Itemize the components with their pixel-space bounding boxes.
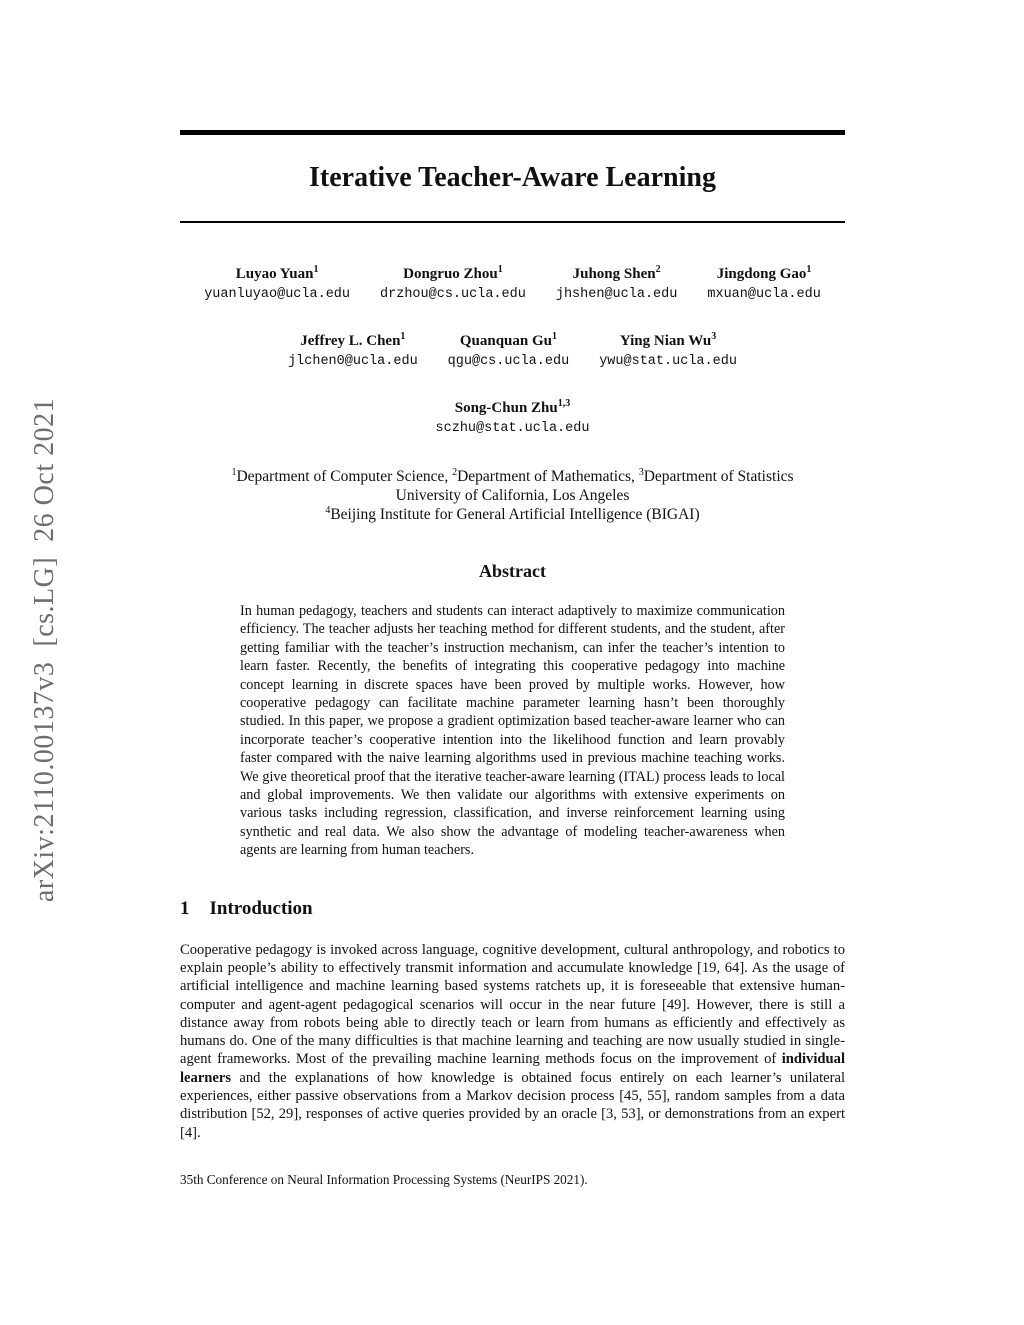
author-email: drzhou@cs.ucla.edu (380, 287, 526, 302)
affiliation-text: Department of Computer Science, (236, 468, 453, 485)
author-email: yuanluyao@ucla.edu (204, 287, 351, 302)
affiliation-superscript: 2 (452, 466, 458, 478)
introduction-text (180, 941, 845, 1142)
author-name: Luyao Yuan$^1$ (235, 264, 319, 282)
author-rows (180, 265, 845, 437)
author-block (204, 265, 350, 303)
affiliation-line-departments (180, 467, 845, 486)
author-block (380, 265, 526, 303)
body-text: and the explanations of how knowledge is obtained focus entirely on each learner’s unilateral experiences, either passive observations from a Markov decision process [45, 55], random samples from a data distribution [52, 29], responses of active queries provided by an oracle [3, 53], or demonstrations from an expert [4]. (180, 1069, 845, 1141)
title-rule-top (180, 130, 845, 135)
arxiv-watermark: arXiv:2110.00137v3 [cs.LG] 26 Oct 2021 (29, 397, 60, 903)
affiliation-line-bigai (180, 505, 845, 524)
abstract-heading: Abstract (479, 561, 546, 581)
affiliation-text: Department of Statistics (643, 468, 794, 485)
author-name: Song-Chun Zhu$^{1,3}$ (454, 398, 571, 416)
section-number: 1 (180, 897, 190, 919)
author-block (448, 332, 570, 370)
section-heading-introduction (180, 897, 845, 920)
author-name: Dongruo Zhou$^1$ (403, 264, 503, 282)
author-superscript: 3 (711, 331, 717, 342)
author-block (599, 332, 737, 370)
bold-text: individual learners (180, 1051, 845, 1086)
section-title: Introduction (209, 897, 313, 919)
title-rule-bottom (180, 221, 845, 223)
author-row (180, 399, 845, 437)
abstract-text: In human pedagogy, teachers and students can interact adaptively to maximize communication efficiency. The teacher adjusts her teaching method for different students, and the student, after getting familiar with the teacher’s instruction mechanism, can infer the teacher’s intention to learn faster. Recently, the benefits of integrating this cooperative pedagogy into machine concept learning in discrete spaces have been proved by multiple works. However, how cooperative pedagogy can facilitate machine parameter learning hasn’t been thoroughly studied. In this paper, we propose a gradient optimization based teacher-aware learner who can incorporate teacher’s cooperative intention into the likelihood function and learn provably faster compared with the naive learning algorithms used in previous machine teaching works. We give theoretical proof that the iterative teacher-aware learning (ITAL) process leads to local and global improvements. We then validate our algorithms with extensive experiments on various tasks including regression, classification, and inverse reinforcement learning using synthetic and real data. We also show the advantage of modeling teacher-awareness when agents are learning from human teachers. (240, 603, 785, 859)
author-superscript: 1 (313, 264, 319, 275)
author-superscript: 1 (400, 331, 406, 342)
author-name: Jingdong Gao$^1$ (716, 264, 812, 282)
body-text: Cooperative pedagogy is invoked across language, cognitive development, cultural anthropology, and robotics to explain people’s ability to effectively transmit information and accumulate knowledge [19, 64]. As the usage of artificial intelligence and machine learning based systems ratchets up, it is foreseeable that extensive human-computer and agent-agent pedagogical scenarios will occur in the near future [49]. However, there is still a distance away from robots being able to directly teach or learn from humans as efficiently and effectively as humans do. One of the many difficulties is that machine learning and teaching are now usually studied in single-agent frameworks. Most of the prevailing machine learning methods focus on the improvement of (180, 941, 845, 1068)
paper-title: Iterative Teacher-Aware Learning (309, 162, 716, 193)
author-name: Jeffrey L. Chen$^1$ (300, 331, 406, 349)
author-email: ywu@stat.ucla.edu (599, 354, 737, 369)
affiliation-superscript: 1 (231, 466, 237, 478)
author-row (180, 265, 845, 303)
author-name: Quanquan Gu$^1$ (459, 331, 557, 349)
author-name: Juhong Shen$^2$ (572, 264, 661, 282)
author-email: jhshen@ucla.edu (555, 287, 678, 302)
author-row (180, 332, 845, 370)
author-superscript: 1 (552, 331, 557, 342)
paper-content (180, 0, 845, 1188)
author-superscript: 1 (497, 264, 503, 275)
affiliations (180, 467, 845, 524)
author-name: Ying Nian Wu$^3$ (619, 331, 717, 349)
author-block (436, 399, 590, 437)
author-email: qgu@cs.ucla.edu (447, 354, 570, 369)
affiliation-superscript: 4 (325, 504, 331, 516)
affiliation-text: Beijing Institute for General Artificial Intelligence (BIGAI) (330, 506, 700, 523)
affiliation-text: Department of Mathematics, (457, 468, 639, 485)
author-superscript: 1 (806, 264, 812, 275)
author-superscript: 1,3 (557, 398, 571, 409)
author-email: mxuan@ucla.edu (707, 287, 821, 302)
author-block (707, 265, 820, 303)
author-email: jlchen0@ucla.edu (288, 354, 418, 369)
affiliation-line-university: University of California, Los Angeles (395, 487, 630, 504)
author-email: sczhu@stat.ucla.edu (435, 421, 590, 436)
author-block (556, 265, 678, 303)
conference-footnote: 35th Conference on Neural Information Processing Systems (NeurIPS 2021). (180, 1171, 588, 1187)
author-block (288, 332, 418, 370)
affiliation-superscript: 3 (638, 466, 644, 478)
author-superscript: 2 (655, 264, 661, 275)
